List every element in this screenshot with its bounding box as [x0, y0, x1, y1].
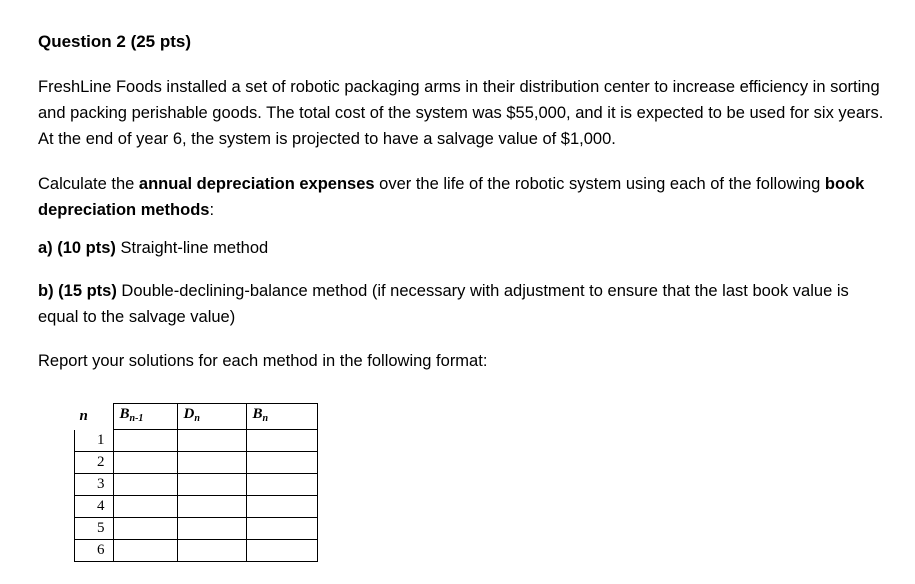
instruction-emphasis-1: annual depreciation expenses: [138, 175, 375, 193]
instruction-emphasis-2: book depreciation methods: [38, 175, 865, 219]
d-cell: [177, 540, 246, 562]
question-title: Question 2 (25 pts): [38, 32, 192, 51]
b-cell: [246, 518, 317, 540]
d-cell: [177, 430, 246, 452]
header-b: [246, 404, 317, 430]
b-prev-cell: [113, 474, 177, 496]
d-cell: [177, 452, 246, 474]
report-instruction: Report your solutions for each method in the following format:: [38, 352, 488, 370]
row-n-cell: 6: [75, 540, 114, 562]
instruction-prefix: Calculate the: [38, 175, 139, 193]
part-b-text: Double-declining-balance method (if necessary with adjustment to ensure that the last book value is equal to the salvage value): [38, 282, 849, 326]
table-row: [75, 430, 318, 452]
row-n-cell: 1: [75, 430, 114, 452]
b-prev-cell: [113, 452, 177, 474]
table-row: [75, 540, 318, 562]
b-cell: [246, 430, 317, 452]
d-cell: [177, 518, 246, 540]
b-prev-cell: [113, 540, 177, 562]
d-cell: [177, 474, 246, 496]
row-n-cell: 5: [75, 518, 114, 540]
header-b-sub: n: [262, 413, 269, 424]
b-cell: [246, 452, 317, 474]
d-cell: [177, 496, 246, 518]
table-row: [75, 474, 318, 496]
header-b-main: B: [252, 406, 263, 422]
table-header-row: [75, 404, 318, 430]
table-row: [75, 518, 318, 540]
b-cell: [246, 540, 317, 562]
header-d-main: D: [183, 406, 195, 422]
part-b-label: b) (15 pts): [38, 282, 117, 300]
table-row: [75, 496, 318, 518]
header-b-prev-main: B: [119, 406, 130, 422]
row-n-cell: 4: [75, 496, 114, 518]
header-b-prev-sub: n-1: [129, 413, 144, 424]
instruction-suffix: :: [209, 201, 215, 219]
header-n: n: [79, 408, 88, 424]
instruction-text: [38, 171, 888, 223]
b-prev-cell: [113, 518, 177, 540]
part-a-text: Straight-line method: [115, 239, 269, 257]
b-cell: [246, 474, 317, 496]
problem-statement: FreshLine Foods installed a set of robotic packaging arms in their distribution center to increase efficiency in sorting and packing perishable goods. The total cost of the system was $55,000, and it is expected to be used for six years. At the end of year 6, the system is projected to have a salvage value of $1,000.: [38, 78, 884, 148]
part-b: [38, 278, 888, 330]
instruction-middle: over the life of the robotic system using each of the following: [374, 175, 825, 193]
b-prev-cell: [113, 430, 177, 452]
table-row: [75, 452, 318, 474]
question-document: [38, 30, 888, 374]
row-n-cell: 3: [75, 474, 114, 496]
b-cell: [246, 496, 317, 518]
b-prev-cell: [113, 496, 177, 518]
header-b-prev: [113, 404, 177, 430]
part-a-label: a) (10 pts): [38, 239, 116, 257]
header-d: [177, 404, 246, 430]
header-d-sub: n: [194, 413, 200, 424]
report-format-table-container: [74, 403, 318, 562]
report-format-table: [74, 403, 318, 562]
part-a: [38, 235, 888, 261]
row-n-cell: 2: [75, 452, 114, 474]
